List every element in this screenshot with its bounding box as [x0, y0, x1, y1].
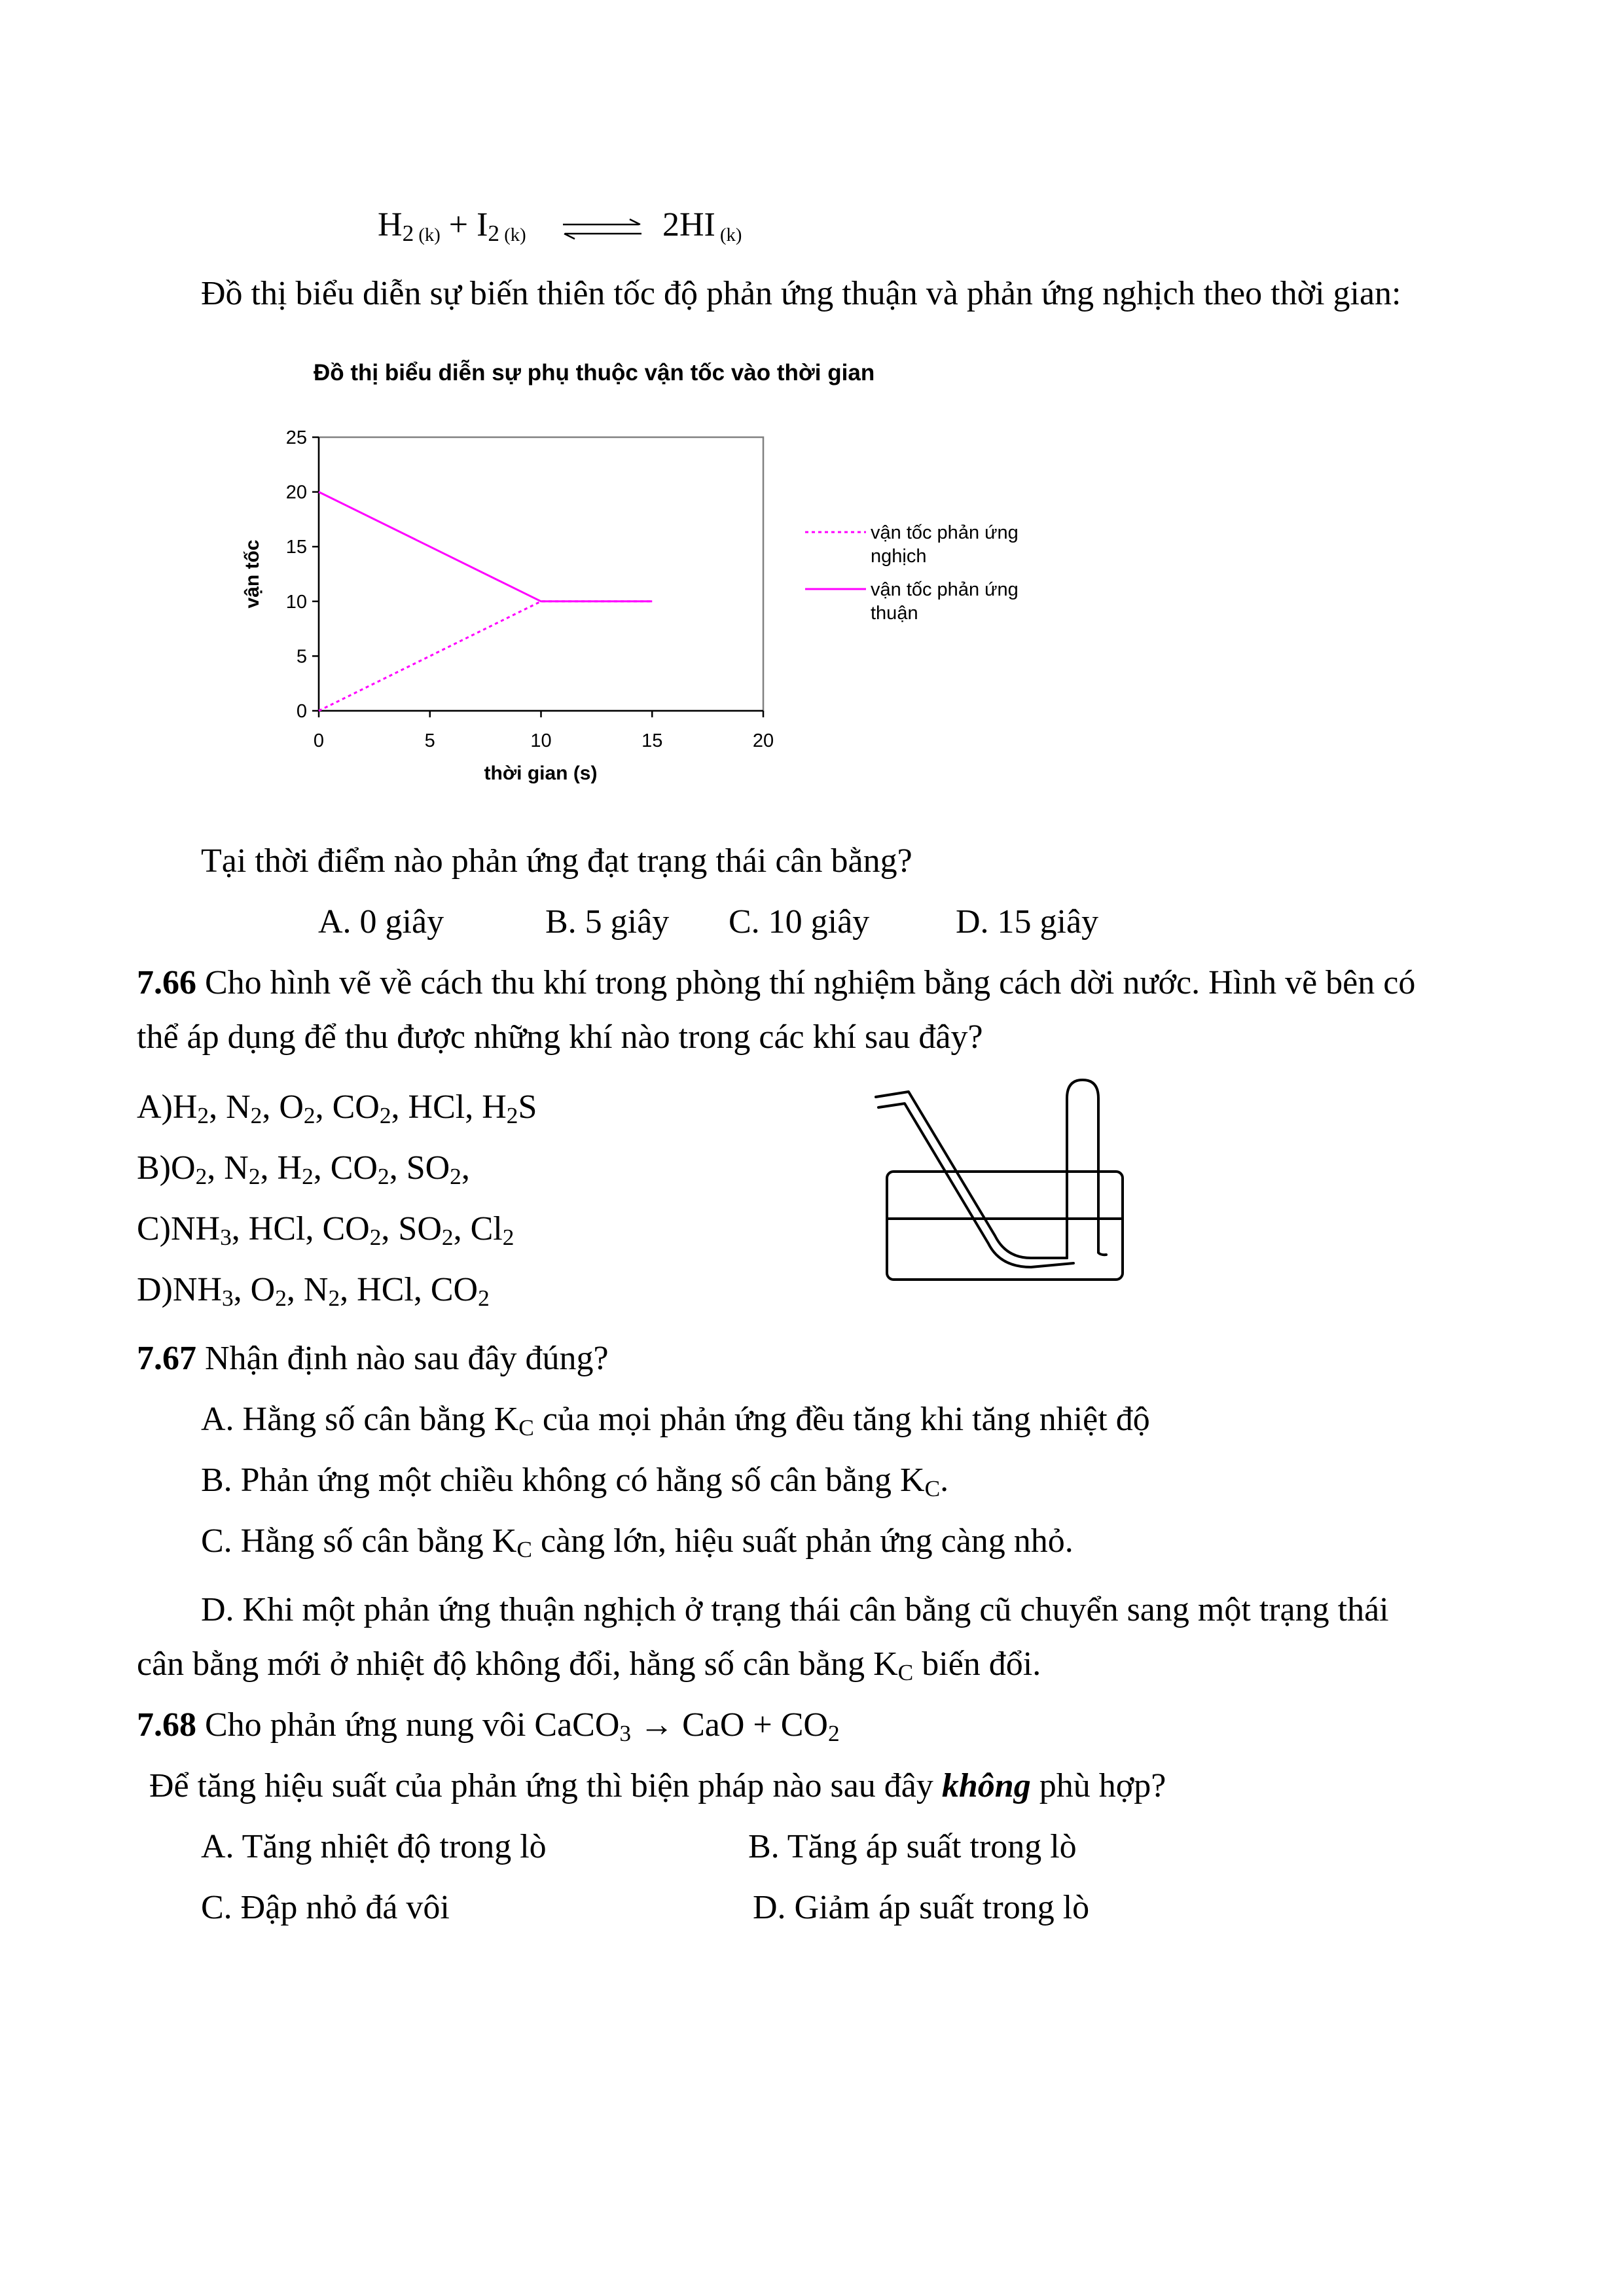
equation: $H_2$ $(k) + I_2$ (k): [378, 206, 526, 246]
y-tick-label: 20: [285, 482, 307, 503]
q68-option-d: D. Giảm áp suất trong lò: [753, 1889, 1090, 1926]
q65-option-b: B. 5 giây: [545, 903, 670, 941]
q68-text: 7.68 Cho phản ứng nung vôi CaCO$_3$ → CaO + $CO_2$: [137, 1706, 840, 1746]
q65-option-d: D. 15 giây: [956, 903, 1099, 941]
legend-label-reverse-2: nghịch: [871, 546, 927, 567]
q66-option-b: $B)O_2$, $N_2$, $H_2$, $CO_2$, $SO_2$,: [137, 1149, 470, 1189]
x-tick-label: 5: [424, 730, 435, 751]
q65-question: Tại thời điểm nào phản ứng đạt trạng thái cân bằng?: [201, 842, 912, 880]
intro-text: Đồ thị biểu diễn sự biến thiên tốc độ phản ứng thuận và phản ứng nghịch theo thời gian:: [201, 275, 1401, 312]
q65-option-a: A. 0 giây: [318, 903, 444, 941]
x-tick-label: 15: [641, 730, 663, 751]
legend-label-reverse-1: vận tốc phản ứng: [871, 522, 1019, 543]
delivery-tube-inner: [878, 1103, 1074, 1267]
q67-option-c: C. Hằng số cân bằng $K_C$ càng lớn, hiệu suất phản ứng càng nhỏ.: [201, 1522, 1074, 1562]
q66-text-line1: 7.66 Cho hình vẽ về cách thu khí trong phòng thí nghiệm bằng cách dời nước. Hình vẽ bên có: [137, 964, 1416, 1001]
q66-text-line2: thể áp dụng để thu được những khí nào trong các khí sau đây?: [137, 1018, 983, 1056]
x-tick-label: 20: [752, 730, 774, 751]
q67-question: 7.67 Nhận định nào sau đây đúng?: [137, 1340, 609, 1377]
q65-option-c: C. 10 giây: [729, 903, 870, 941]
chart: [229, 412, 1080, 792]
y-tick-label: 15: [285, 537, 307, 558]
q67-option-a: A. Hằng số cân bằng $K_C$ của mọi phản ứng đều tăng khi tăng nhiệt độ: [201, 1401, 1150, 1441]
q68-option-c: C. Đập nhỏ đá vôi: [201, 1889, 450, 1926]
legend-label-forward-2: thuận: [871, 603, 918, 624]
test-tube: [1067, 1080, 1106, 1258]
q68-option-b: B. Tăng áp suất trong lò: [748, 1828, 1077, 1865]
y-tick-label: 5: [296, 646, 307, 668]
x-axis-label: thời gian (s): [484, 762, 598, 784]
y-axis-label: vận tốc: [242, 539, 263, 609]
q67-option-b: B. Phản ứng một chiều không có hằng số cân bằng $K_C$.: [201, 1462, 949, 1501]
equilibrium-arrow-icon: [562, 216, 643, 242]
gas-collection-diagram: [871, 1073, 1146, 1296]
x-tick-label: 0: [313, 730, 325, 751]
q66-option-a: $A)H_2$, $N_2$, $O_2$, $CO_2$, HCl, $H_2S$: [137, 1088, 537, 1128]
q66-option-c: $C)NH_3$, HCl, $CO_2$, $SO_2$, $Cl_2$: [137, 1210, 514, 1250]
q66-option-d: $D)NH_3$, $O_2$, $N_2$, HCl, $CO_2$: [137, 1271, 490, 1311]
y-tick-label: 10: [285, 591, 307, 613]
q68-option-a: A. Tăng nhiệt độ trong lò: [201, 1828, 547, 1865]
chart-title: Đồ thị biểu diễn sự phụ thuộc vận tốc vào thời gian: [314, 360, 875, 386]
q68-question: Để tăng hiệu suất của phản ứng thì biện pháp nào sau đây không phù hợp?: [149, 1767, 1166, 1804]
x-tick-label: 10: [530, 730, 552, 751]
equation-product: 2HI (k): [662, 206, 742, 245]
y-tick-label: 0: [296, 701, 307, 722]
delivery-tube-outer: [876, 1092, 1067, 1258]
q67-option-d-line1: D. Khi một phản ứng thuận nghịch ở trạng thái cân bằng cũ chuyển sang một trạng thái: [201, 1591, 1389, 1628]
water-basin: [887, 1172, 1123, 1280]
q67-option-d-line2: cân bằng mới ở nhiệt độ không đổi, hằng số cân bằng $K_C$ biến đổi.: [137, 1645, 1041, 1685]
y-tick-label: 25: [285, 427, 307, 448]
legend-label-forward-1: vận tốc phản ứng: [871, 579, 1019, 600]
